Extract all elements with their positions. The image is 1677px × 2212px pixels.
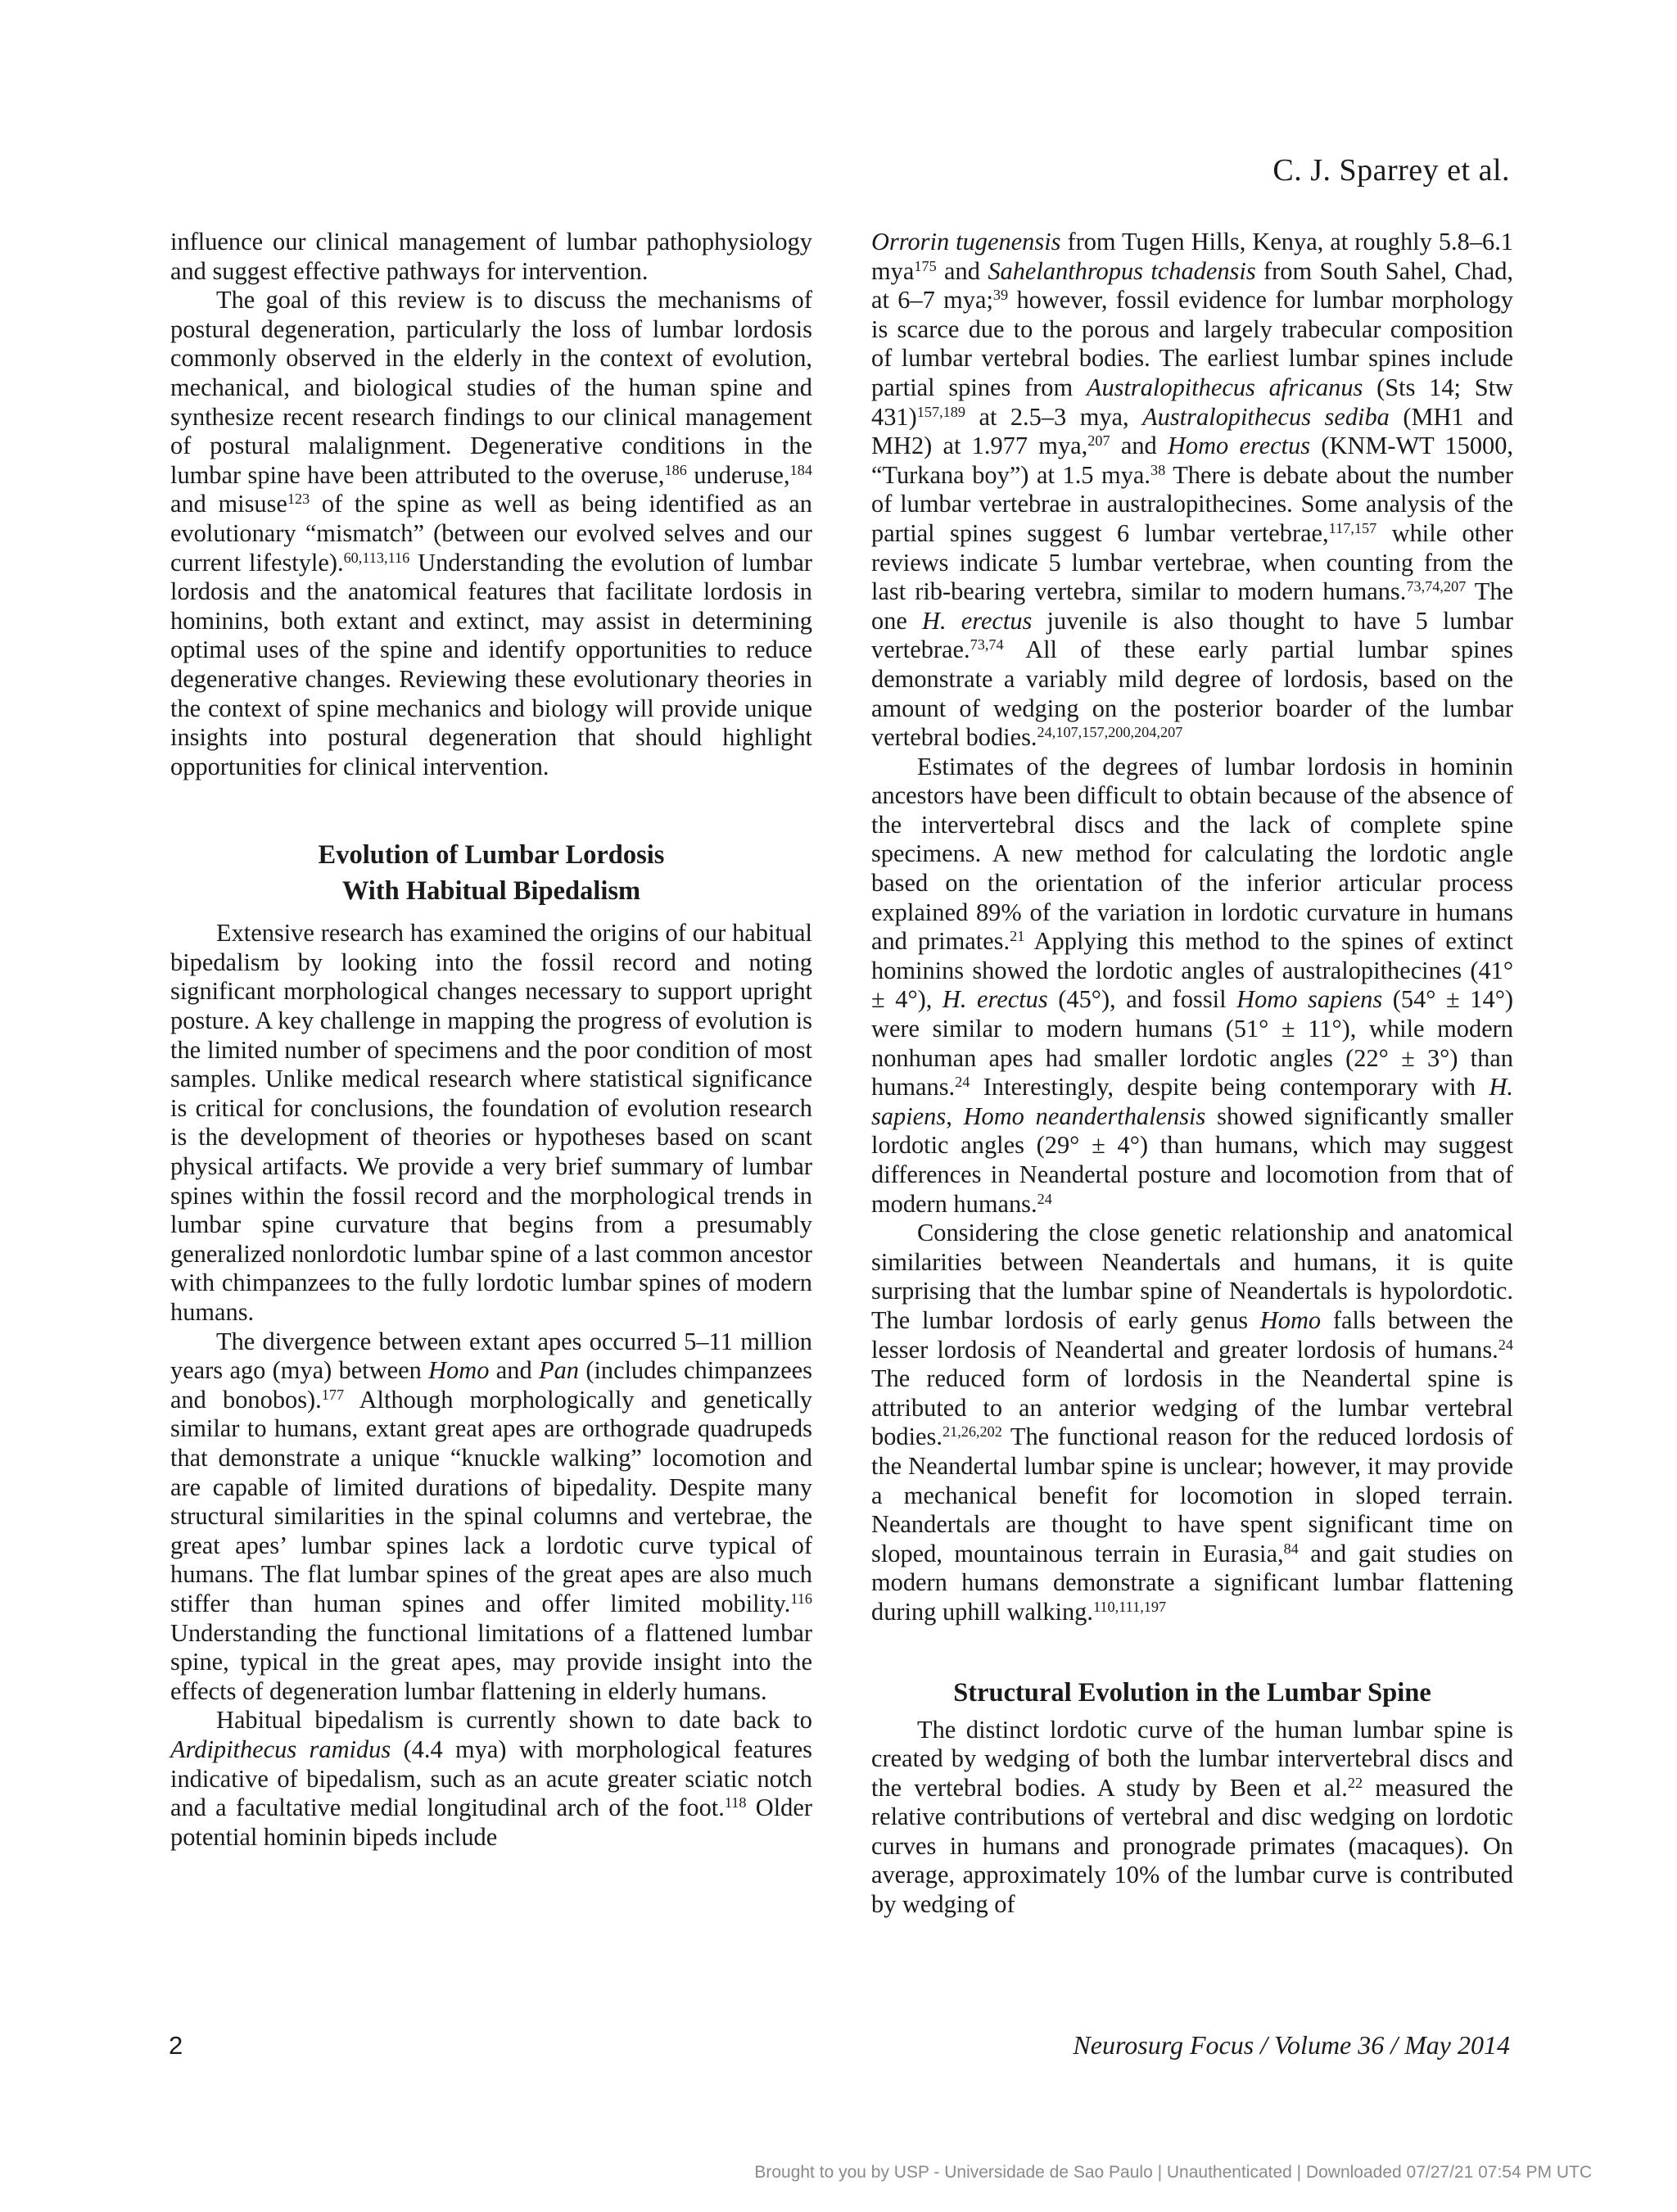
- citation: 22: [1347, 1774, 1363, 1791]
- citation: 24: [1498, 1336, 1513, 1353]
- left-column: [170, 228, 812, 1852]
- citation: 177: [321, 1386, 345, 1403]
- right-column: [871, 228, 1513, 1920]
- paragraph: The goal of this review is to discuss the mechanisms of postural degeneration, particularly the loss of lumbar lordosis commonly observed in the elderly in the context of evolution, mechanical, and biological studies of the human spine and synthesize recent research findings to our clinical management of postural malalignment. Degenerative conditions in the lumbar spine have been attributed to the overuse,$^{186}$ underuse,$^{184}$ and misuse$^{123}$ of the spine as well as being identified as an evolutionary “mismatch” (between our evolved selves and our current lifestyle).$^{60,113,116}$ Understanding the evolution of lumbar lordosis and the anatomical features that facilitate lordosis in hominins, both extant and extinct, may assist in determining optimal uses of the spine and identify opportunities to reduce degenerative changes. Reviewing these evolutionary theories in the context of spine mechanics and biology will provide unique insights into postural degeneration that should highlight opportunities for clinical intervention.: [170, 286, 812, 780]
- citation: 118: [724, 1794, 747, 1812]
- citation: 24,107,157,200,204,207: [1037, 724, 1183, 741]
- citation: 21,26,202: [942, 1423, 1002, 1441]
- paragraph: Habitual bipedalism is currently shown to date back to Ardipithecus ramidus (4.4 mya) with morphological features indicative of bipedalism, such as an acute greater sciatic notch and a facultative medial longitudinal arch of the foot.$^{118}$ Older potential hominin bipeds include: [170, 1706, 812, 1851]
- citation: 207: [1087, 432, 1110, 450]
- citation: 24: [1037, 1190, 1052, 1207]
- citation: 38: [1150, 461, 1166, 478]
- journal-citation: Neurosurg Focus / Volume 36 / May 2014: [1073, 2030, 1510, 2060]
- citation: 60,113,116: [343, 549, 410, 566]
- citation: 84: [1283, 1540, 1299, 1557]
- section-heading-structural-evolution: Structural Evolution in the Lumbar Spine: [953, 1677, 1431, 1708]
- paragraph: influence our clinical management of lumbar pathophysiology and suggest effective pathways for intervention.: [170, 228, 812, 285]
- paragraph: The distinct lordotic curve of the human lumbar spine is created by wedging of both the lumbar intervertebral discs and the vertebral bodies. A study by Been et al.$^{22}$ measured the relative contributions of vertebral and disc wedging on lordotic curves in humans and pronograde primates (macaques). On average, approximately 10% of the lumbar curve is contributed by wedging of: [871, 1715, 1513, 1919]
- citation: 73,74: [970, 636, 1004, 654]
- citation: 157,189: [916, 403, 965, 420]
- citation: 24: [955, 1074, 970, 1091]
- citation: 39: [992, 287, 1009, 304]
- citation: 116: [790, 1590, 812, 1607]
- citation: 21: [1010, 928, 1025, 945]
- paragraph: Considering the close genetic relationship and anatomical similarities between Neandertals and humans, it is quite surprising that the lumbar spine of Neandertals is hypolordotic. The lumbar lordosis of early genus Homo falls between the lesser lordosis of Neandertal and greater lordosis of humans.$^{24}$ The reduced form of lordosis in the Neandertal spine is attributed to an anterior wedging of the lumbar vertebral bodies.$^{21,26,202}$ The functional reason for the reduced lordosis of the Neandertal lumbar spine is unclear; however, it may provide a mechanical benefit for locomotion in sloped terrain. Neandertals are thought to have spent significant time on sloped, mountainous terrain in Eurasia,$^{84}$ and gait studies on modern humans demonstrate a significant lumbar flattening during uphill walking.$^{110,111,197}$: [871, 1219, 1513, 1626]
- running-header-authors: C. J. Sparrey et al.: [1272, 153, 1510, 188]
- citation: 73,74,207: [1406, 578, 1467, 595]
- paragraph: The divergence between extant apes occurred 5–11 million years ago (mya) between Homo and Pan (includes chimpanzees and bonobos).$^{177}$ Although morphologically and genetically similar to humans, extant great apes are orthograde quadrupeds that demonstrate a unique “knuckle walking” locomotion and are capable of limited durations of bipedality. Despite many structural similarities in the spinal columns and vertebrae, the great apes’ lumbar spines lack a lordotic curve typical of humans. The flat lumbar spines of the great apes are also much stiffer than human spines and offer limited mobility.$^{116}$ Understanding the functional limitations of a flattened lumbar spine, typical in the great apes, may provide insight into the effects of degeneration lumbar flattening in elderly humans.: [170, 1327, 812, 1705]
- download-watermark: Brought to you by USP - Universidade de Sao Paulo | Unauthenticated | Downloaded 07/27/21 07:54 PM UTC: [754, 2163, 1592, 2182]
- section-heading-evolution: Evolution of Lumbar Lordosis With Habitual Bipedalism: [318, 840, 665, 907]
- citation: 110,111,197: [1092, 1598, 1167, 1615]
- citation: 123: [287, 491, 310, 508]
- paragraph: Orrorin tugenensis from Tugen Hills, Kenya, at roughly 5.8–6.1 mya$^{175}$ and Sahelanthropus tchadensis from South Sahel, Chad, at 6–7 mya;$^{39}$ however, fossil evidence for lumbar morphology is scarce due to the porous and largely trabecular composition of lumbar vertebral bodies. The earliest lumbar spines include partial spines from Australopithecus africanus (Sts 14; Stw 431)$^{157,189}$ at 2.5–3 mya, Australopithecus sediba (MH1 and MH2) at 1.977 mya,$^{207}$ and Homo erectus (KNM-WT 15000, “Turkana boy”) at 1.5 mya.$^{38}$ There is debate about the number of lumbar vertebrae in australopithecines. Some analysis of the partial spines suggest 6 lumbar vertebrae,$^{117,157}$ while other reviews indicate 5 lumbar vertebrae, when counting from the last rib-bearing vertebra, similar to modern humans.$^{73,74,207}$ The one H. erectus juvenile is also thought to have 5 lumbar vertebrae.$^{73,74}$ All of these early partial lumbar spines demonstrate a variably mild degree of lordosis, based on the amount of wedging on the posterior boarder of the lumbar vertebral bodies.$^{24,107,157,200,204,207}$: [871, 228, 1514, 752]
- paragraph: Extensive research has examined the origins of our habitual bipedalism by looking into the fossil record and noting significant morphological changes necessary to support upright posture. A key challenge in mapping the progress of evolution is the limited number of specimens and the poor condition of most samples. Unlike medical research where statistical significance is critical for conclusions, the foundation of evolution research is the development of theories or hypotheses based on scant physical artifacts. We provide a very brief summary of lumbar spines within the fossil record and the morphological trends in lumbar spine curvature that begins from a presumably generalized nonlordotic lumbar spine of a last common ancestor with chimpanzees to the fully lordotic lumbar spines of modern humans.: [170, 919, 812, 1326]
- citation: 186: [664, 461, 687, 478]
- citation: 184: [789, 461, 812, 478]
- page-number: 2: [169, 2031, 183, 2060]
- citation: 117,157: [1328, 519, 1377, 536]
- citation: 175: [914, 257, 937, 274]
- paragraph: Estimates of the degrees of lumbar lordosis in hominin ancestors have been difficult to obtain because of the absence of the intervertebral discs and the lack of complete spine specimens. A new method for calculating the lordotic angle based on the orientation of the inferior articular process explained 89% of the variation in lordotic curvature in humans and primates.$^{21}$ Applying this method to the spines of extinct hominins showed the lordotic angles of australopithecines (41° ± 4°), H. erectus (45°), and fossil Homo sapiens (54° ± 14°) were similar to modern humans (51° ± 11°), while modern nonhuman apes had smaller lordotic angles (22° ± 3°) than humans.$^{24}$ Interestingly, despite being contemporary with H. sapiens, Homo neanderthalensis showed significantly smaller lordotic angles (29° ± 4°) than humans, which may suggest differences in Neandertal posture and locomotion from that of modern humans.$^{24}$: [871, 752, 1513, 1218]
